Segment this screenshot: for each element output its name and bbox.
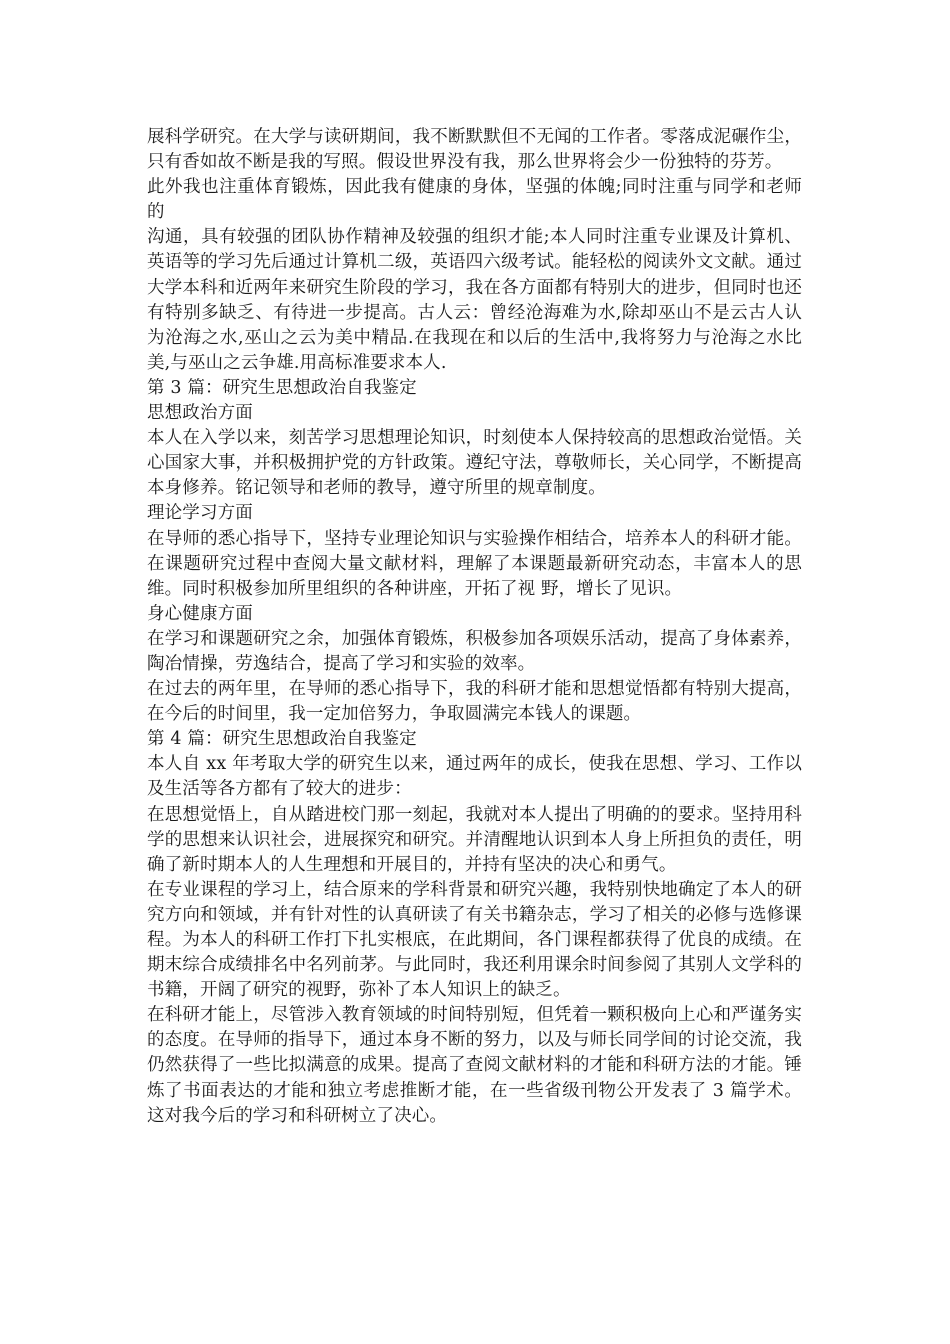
section-title-3: 第 3 篇：研究生思想政治自我鉴定 xyxy=(147,377,417,398)
paragraph-research: 在科研才能上，尽管涉入教育领域的时间特别短，但凭着一颗积极向上心和严谨务实的态度。在导师的指导下，通过本身不断的努力，以及与师长同学间的讨论交流，我仍然获得了一些比拟满意的成果。提高了查阅文献材料的才能和科研方法的才能。锤炼了书面表达的才能和独立考虑推断才能，在一些省级刊物公开发表了 3 篇学术。这对我今后的学习和科研树立了决心。 xyxy=(147,1005,802,1126)
paragraph-1: 展科学研究。在大学与读研期间，我不断默默但不无闻的工作者。零落成泥碾作尘，只有香如故不断是我的写照。假设世界没有我，那么世界将会少一份独特的芬芳。 xyxy=(147,127,802,173)
section-title-4: 第 4 篇：研究生思想政治自我鉴定 xyxy=(147,729,417,750)
paragraph-2: 此外我也注重体育锻炼，因此我有健康的身体，坚强的体魄;同时注重与同学和老师的 xyxy=(147,177,802,223)
document-page xyxy=(147,125,802,1129)
paragraph-summary: 在过去的两年里，在导师的悉心指导下，我的科研才能和思想觉悟都有特别大提高，在今后的时间里，我一定加倍努力，争取圆满完本钱人的课题。 xyxy=(147,679,802,725)
paragraph-intro-4: 本人自 xx 年考取大学的研究生以来，通过两年的成长，使我在思想、学习、工作以及生活等各方都有了较大的进步： xyxy=(147,754,802,800)
paragraph-courses: 在专业课程的学习上，结合原来的学科背景和研究兴趣，我特别快地确定了本人的研究方向和领域，并有针对性的认真研读了有关书籍杂志，学习了相关的必修与选修课程。为本人的科研工作打下扎实根底，在此期间，各门课程都获得了优良的成绩。在期末综合成绩排名中名列前茅。与此同时，我还利用课余时间参阅了其别人文学科的书籍，开阔了研究的视野，弥补了本人知识上的缺乏。 xyxy=(147,879,802,1001)
paragraph-theory: 在导师的悉心指导下，坚持专业理论知识与实验操作相结合，培养本人的科研才能。在课题研究过程中查阅大量文献材料，理解了本课题最新研究动态，丰富本人的思维。同时积极参加所里组织的各种讲座，开拓了视 野，增长了见识。 xyxy=(147,528,802,599)
subheading-health: 身心健康方面 xyxy=(147,603,253,624)
paragraph-thought: 在思想觉悟上，自从踏进校门那一刻起，我就对本人提出了明确的的要求。坚持用科学的思想来认识社会，进展探究和研究。并清醒地认识到本人身上所担负的责任，明确了新时期本人的人生理想和开展目的，并持有坚决的决心和勇气。 xyxy=(147,804,802,875)
paragraph-political: 本人在入学以来，刻苦学习思想理论知识，时刻使本人保持较高的思想政治觉悟。关心国家大事，并积极拥护党的方针政策。遵纪守法，尊敬师长，关心同学，不断提高本身修养。铭记领导和老师的教导，遵守所里的规章制度。 xyxy=(147,428,802,499)
subheading-theory: 理论学习方面 xyxy=(147,503,253,524)
paragraph-3: 沟通，具有较强的团队协作精神及较强的组织才能;本人同时注重专业课及计算机、英语等的学习先后通过计算机二级，英语四六级考试。能轻松的阅读外文文献。通过大学本科和近两年来研究生阶段的学习，我在各方面都有特别大的进步，但同时也还有特别多缺乏、有待进一步提高。古人云：曾经沧海难为水,除却巫山不是云古人认为沧海之水,巫山之云为美中精品.在我现在和以后的生活中,我将努力与沧海之水比美,与巫山之云争雄.用高标准要求本人. xyxy=(147,227,802,373)
subheading-political: 思想政治方面 xyxy=(147,403,253,424)
paragraph-health: 在学习和课题研究之余，加强体育锻炼，积极参加各项娱乐活动，提高了身体素养，陶冶情操，劳逸结合，提高了学习和实验的效率。 xyxy=(147,628,802,674)
